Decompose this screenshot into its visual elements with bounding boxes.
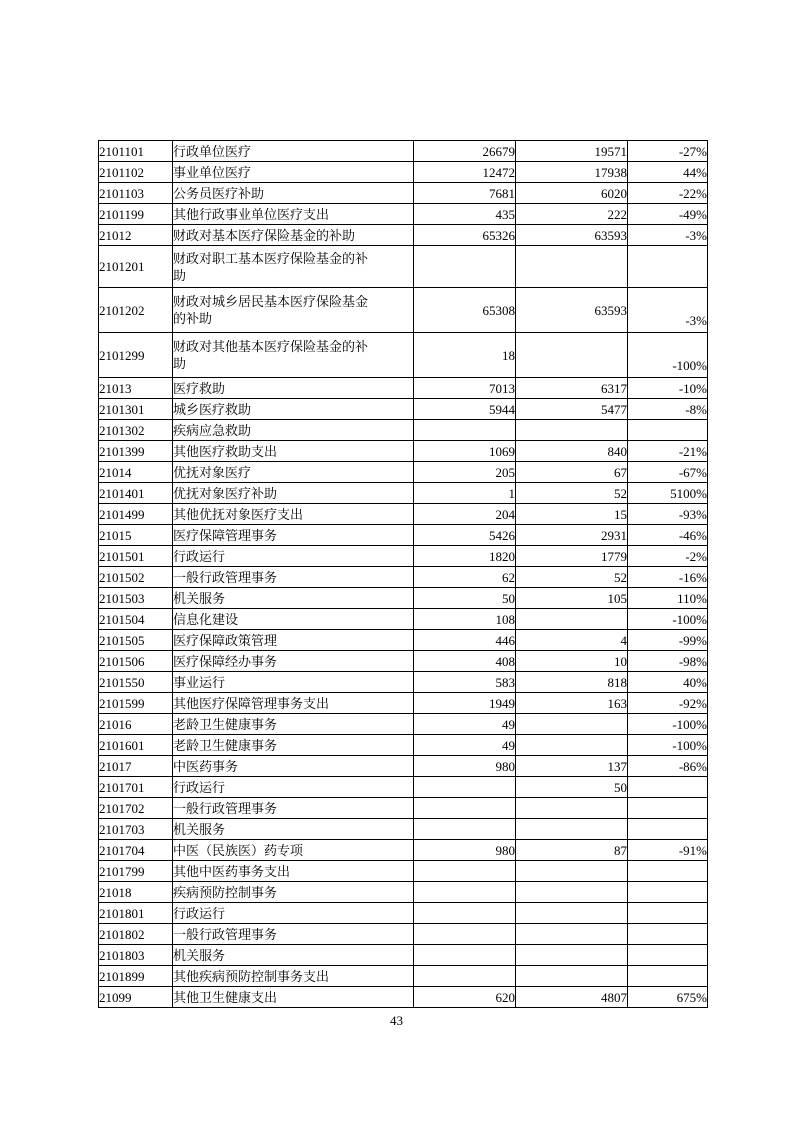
- name-cell: [173, 204, 414, 225]
- value1-cell: 1: [414, 483, 516, 504]
- code-cell: 2101599: [99, 693, 173, 714]
- name-cell: [173, 441, 414, 462]
- name-text: 财政对城乡居民基本医疗保险基金的补助: [173, 294, 369, 326]
- percent-cell: -10%: [628, 378, 708, 399]
- code-cell: 2101201: [99, 246, 173, 288]
- name-cell: [173, 903, 414, 924]
- value1-cell: [414, 819, 516, 840]
- value2-cell: 840: [516, 441, 628, 462]
- code-cell: 2101701: [99, 777, 173, 798]
- name-text: 优抚对象医疗补助: [173, 485, 278, 501]
- table-row: [99, 333, 708, 378]
- value1-cell: 62: [414, 567, 516, 588]
- name-cell: [173, 756, 414, 777]
- table-row: [99, 714, 708, 735]
- value1-cell: 435: [414, 204, 516, 225]
- value1-cell: 50: [414, 588, 516, 609]
- name-cell: [173, 504, 414, 525]
- percent-cell: [628, 882, 708, 903]
- value2-cell: 163: [516, 693, 628, 714]
- name-text: 医疗救助: [173, 380, 226, 396]
- value1-cell: [414, 945, 516, 966]
- percent-cell: -91%: [628, 840, 708, 861]
- value2-cell: [516, 798, 628, 819]
- name-text: 其他行政事业单位医疗支出: [173, 206, 330, 222]
- percent-cell: [628, 903, 708, 924]
- percent-cell: -49%: [628, 204, 708, 225]
- value1-cell: 583: [414, 672, 516, 693]
- name-cell: [173, 630, 414, 651]
- code-cell: 2101505: [99, 630, 173, 651]
- name-text: 行政运行: [173, 548, 226, 564]
- name-text: 行政运行: [173, 905, 226, 921]
- percent-cell: [628, 246, 708, 288]
- value2-cell: [516, 966, 628, 987]
- table-row: [99, 987, 708, 1008]
- percent-cell: -27%: [628, 141, 708, 162]
- name-cell: [173, 588, 414, 609]
- name-text: 财政对基本医疗保险基金的补助: [173, 227, 356, 243]
- table-row: [99, 798, 708, 819]
- table-row: [99, 945, 708, 966]
- value1-cell: 65326: [414, 225, 516, 246]
- value1-cell: 1949: [414, 693, 516, 714]
- code-cell: 2101704: [99, 840, 173, 861]
- table-row: [99, 840, 708, 861]
- name-text: 机关服务: [173, 590, 226, 606]
- table-row: [99, 903, 708, 924]
- code-cell: 2101799: [99, 861, 173, 882]
- value1-cell: [414, 924, 516, 945]
- table-row: [99, 693, 708, 714]
- percent-cell: -93%: [628, 504, 708, 525]
- table-row: [99, 588, 708, 609]
- name-cell: [173, 735, 414, 756]
- name-cell: [173, 546, 414, 567]
- name-text: 医疗保障经办事务: [173, 653, 278, 669]
- value1-cell: [414, 861, 516, 882]
- table-row: [99, 756, 708, 777]
- value2-cell: 105: [516, 588, 628, 609]
- name-text: 医疗保障管理事务: [173, 527, 278, 543]
- name-text: 公务员医疗补助: [173, 185, 265, 201]
- code-cell: 2101199: [99, 204, 173, 225]
- table-row: [99, 399, 708, 420]
- name-cell: [173, 420, 414, 441]
- value2-cell: [516, 882, 628, 903]
- code-cell: 2101703: [99, 819, 173, 840]
- percent-cell: -46%: [628, 525, 708, 546]
- percent-cell: -2%: [628, 546, 708, 567]
- value1-cell: [414, 420, 516, 441]
- percent-cell: 40%: [628, 672, 708, 693]
- table-row: [99, 609, 708, 630]
- percent-cell: [628, 798, 708, 819]
- code-cell: 21018: [99, 882, 173, 903]
- table-row: [99, 819, 708, 840]
- percent-cell: -21%: [628, 441, 708, 462]
- name-cell: [173, 882, 414, 903]
- table-row: [99, 651, 708, 672]
- value2-cell: [516, 819, 628, 840]
- name-text: 疾病应急救助: [173, 422, 252, 438]
- percent-cell: -92%: [628, 693, 708, 714]
- name-cell: [173, 840, 414, 861]
- table-row: [99, 504, 708, 525]
- value1-cell: 5944: [414, 399, 516, 420]
- table-row: [99, 246, 708, 288]
- table-row: [99, 288, 708, 333]
- name-text: 城乡医疗救助: [173, 401, 252, 417]
- value1-cell: 5426: [414, 525, 516, 546]
- name-cell: [173, 945, 414, 966]
- code-cell: 21012: [99, 225, 173, 246]
- code-cell: 2101399: [99, 441, 173, 462]
- name-text: 其他医疗救助支出: [173, 443, 278, 459]
- value1-cell: 49: [414, 735, 516, 756]
- table-row: [99, 567, 708, 588]
- name-cell: [173, 525, 414, 546]
- code-cell: 2101499: [99, 504, 173, 525]
- name-text: 行政单位医疗: [173, 143, 252, 159]
- code-cell: 21016: [99, 714, 173, 735]
- table-row: [99, 525, 708, 546]
- code-cell: 2101550: [99, 672, 173, 693]
- name-text: 疾病预防控制事务: [173, 884, 278, 900]
- value2-cell: 17938: [516, 162, 628, 183]
- value1-cell: 7013: [414, 378, 516, 399]
- value2-cell: 137: [516, 756, 628, 777]
- code-cell: 2101801: [99, 903, 173, 924]
- percent-cell: [628, 945, 708, 966]
- code-cell: 21099: [99, 987, 173, 1008]
- percent-cell: -16%: [628, 567, 708, 588]
- name-text: 一般行政管理事务: [173, 926, 278, 942]
- code-cell: 21017: [99, 756, 173, 777]
- table-row: [99, 672, 708, 693]
- name-text: 机关服务: [173, 821, 226, 837]
- percent-cell: -100%: [628, 735, 708, 756]
- value2-cell: [516, 609, 628, 630]
- value2-cell: 4: [516, 630, 628, 651]
- name-text: 事业运行: [173, 674, 226, 690]
- table-row: [99, 924, 708, 945]
- code-cell: 2101803: [99, 945, 173, 966]
- value1-cell: [414, 882, 516, 903]
- table-row: [99, 204, 708, 225]
- value2-cell: 6020: [516, 183, 628, 204]
- value2-cell: [516, 735, 628, 756]
- name-cell: [173, 225, 414, 246]
- name-text: 其他卫生健康支出: [173, 989, 278, 1005]
- table-row: [99, 483, 708, 504]
- value2-cell: [516, 945, 628, 966]
- percent-cell: -98%: [628, 651, 708, 672]
- name-text: 机关服务: [173, 947, 226, 963]
- table-body: [99, 141, 708, 1008]
- value1-cell: 620: [414, 987, 516, 1008]
- name-text: 财政对其他基本医疗保险基金的补助: [173, 339, 369, 371]
- name-text: 优抚对象医疗: [173, 464, 252, 480]
- percent-cell: 675%: [628, 987, 708, 1008]
- value2-cell: 15: [516, 504, 628, 525]
- value2-cell: [516, 924, 628, 945]
- table-row: [99, 882, 708, 903]
- percent-cell: -67%: [628, 462, 708, 483]
- name-cell: [173, 777, 414, 798]
- percent-cell: -3%: [628, 225, 708, 246]
- value1-cell: 980: [414, 840, 516, 861]
- code-cell: 2101103: [99, 183, 173, 204]
- code-cell: 2101503: [99, 588, 173, 609]
- name-cell: [173, 672, 414, 693]
- name-cell: [173, 924, 414, 945]
- value2-cell: 87: [516, 840, 628, 861]
- name-text: 财政对职工基本医疗保险基金的补助: [173, 250, 369, 283]
- value2-cell: 50: [516, 777, 628, 798]
- table-row: [99, 546, 708, 567]
- name-cell: [173, 861, 414, 882]
- value2-cell: 818: [516, 672, 628, 693]
- value1-cell: 7681: [414, 183, 516, 204]
- name-cell: [173, 987, 414, 1008]
- code-cell: 2101299: [99, 333, 173, 378]
- table-row: [99, 777, 708, 798]
- table-row: [99, 630, 708, 651]
- percent-cell: -100%: [628, 609, 708, 630]
- name-cell: [173, 162, 414, 183]
- name-text: 老龄卫生健康事务: [173, 737, 278, 753]
- percent-cell: -86%: [628, 756, 708, 777]
- value1-cell: [414, 903, 516, 924]
- value1-cell: 1820: [414, 546, 516, 567]
- table-row: [99, 141, 708, 162]
- name-text: 中医（民族医）药专项: [173, 842, 304, 858]
- value2-cell: [516, 246, 628, 288]
- table-row: [99, 462, 708, 483]
- value2-cell: 67: [516, 462, 628, 483]
- table-row: [99, 441, 708, 462]
- value2-cell: 63593: [516, 225, 628, 246]
- value2-cell: 63593: [516, 288, 628, 333]
- value2-cell: 2931: [516, 525, 628, 546]
- percent-cell: [628, 924, 708, 945]
- name-text: 其他疾病预防控制事务支出: [173, 968, 330, 984]
- name-cell: [173, 333, 414, 378]
- name-text: 医疗保障政策管理: [173, 632, 278, 648]
- percent-cell: -22%: [628, 183, 708, 204]
- name-text: 事业单位医疗: [173, 164, 252, 180]
- value1-cell: [414, 966, 516, 987]
- percent-cell: -8%: [628, 399, 708, 420]
- value2-cell: 5477: [516, 399, 628, 420]
- name-cell: [173, 399, 414, 420]
- value2-cell: 4807: [516, 987, 628, 1008]
- value2-cell: [516, 714, 628, 735]
- value1-cell: 26679: [414, 141, 516, 162]
- value1-cell: 205: [414, 462, 516, 483]
- value2-cell: 52: [516, 483, 628, 504]
- name-cell: [173, 183, 414, 204]
- value2-cell: 6317: [516, 378, 628, 399]
- value1-cell: 980: [414, 756, 516, 777]
- value2-cell: 19571: [516, 141, 628, 162]
- percent-cell: -100%: [628, 333, 708, 378]
- code-cell: 21013: [99, 378, 173, 399]
- table-row: [99, 420, 708, 441]
- name-cell: [173, 609, 414, 630]
- table-row: [99, 225, 708, 246]
- code-cell: 2101504: [99, 609, 173, 630]
- value1-cell: 204: [414, 504, 516, 525]
- name-cell: [173, 651, 414, 672]
- code-cell: 21014: [99, 462, 173, 483]
- name-cell: [173, 567, 414, 588]
- value1-cell: 446: [414, 630, 516, 651]
- table-row: [99, 162, 708, 183]
- value2-cell: [516, 903, 628, 924]
- code-cell: 2101501: [99, 546, 173, 567]
- percent-cell: [628, 420, 708, 441]
- name-text: 中医药事务: [173, 758, 239, 774]
- code-cell: 2101506: [99, 651, 173, 672]
- code-cell: 2101401: [99, 483, 173, 504]
- name-cell: [173, 288, 414, 333]
- percent-cell: 5100%: [628, 483, 708, 504]
- name-cell: [173, 966, 414, 987]
- name-text: 其他中医药事务支出: [173, 863, 291, 879]
- percent-cell: -3%: [628, 288, 708, 333]
- percent-cell: [628, 777, 708, 798]
- name-text: 其他优抚对象医疗支出: [173, 506, 304, 522]
- code-cell: 21015: [99, 525, 173, 546]
- value1-cell: 49: [414, 714, 516, 735]
- value1-cell: [414, 246, 516, 288]
- value1-cell: 108: [414, 609, 516, 630]
- name-cell: [173, 798, 414, 819]
- name-text: 信息化建设: [173, 611, 239, 627]
- value2-cell: [516, 333, 628, 378]
- name-text: 一般行政管理事务: [173, 800, 278, 816]
- code-cell: 2101202: [99, 288, 173, 333]
- table-row: [99, 735, 708, 756]
- code-cell: 2101302: [99, 420, 173, 441]
- table-row: [99, 183, 708, 204]
- name-cell: [173, 378, 414, 399]
- code-cell: 2101102: [99, 162, 173, 183]
- value1-cell: 408: [414, 651, 516, 672]
- percent-cell: [628, 966, 708, 987]
- page-number: 43: [390, 1013, 403, 1028]
- name-cell: [173, 141, 414, 162]
- code-cell: 2101502: [99, 567, 173, 588]
- percent-cell: -99%: [628, 630, 708, 651]
- code-cell: 2101601: [99, 735, 173, 756]
- value1-cell: [414, 777, 516, 798]
- name-text: 其他医疗保障管理事务支出: [173, 695, 330, 711]
- name-text: 一般行政管理事务: [173, 569, 278, 585]
- name-cell: [173, 462, 414, 483]
- code-cell: 2101301: [99, 399, 173, 420]
- value1-cell: [414, 798, 516, 819]
- value2-cell: 52: [516, 567, 628, 588]
- value1-cell: 65308: [414, 288, 516, 333]
- value2-cell: [516, 420, 628, 441]
- budget-table: [98, 140, 708, 1008]
- code-cell: 2101802: [99, 924, 173, 945]
- value2-cell: 10: [516, 651, 628, 672]
- percent-cell: 44%: [628, 162, 708, 183]
- value1-cell: 1069: [414, 441, 516, 462]
- code-cell: 2101101: [99, 141, 173, 162]
- percent-cell: [628, 861, 708, 882]
- percent-cell: [628, 819, 708, 840]
- name-cell: [173, 693, 414, 714]
- value1-cell: 18: [414, 333, 516, 378]
- code-cell: 2101899: [99, 966, 173, 987]
- value2-cell: [516, 861, 628, 882]
- value2-cell: 222: [516, 204, 628, 225]
- name-text: 老龄卫生健康事务: [173, 716, 278, 732]
- name-cell: [173, 483, 414, 504]
- name-cell: [173, 819, 414, 840]
- name-text: 行政运行: [173, 779, 226, 795]
- table-row: [99, 378, 708, 399]
- name-cell: [173, 246, 414, 288]
- name-cell: [173, 714, 414, 735]
- value2-cell: 1779: [516, 546, 628, 567]
- value1-cell: 12472: [414, 162, 516, 183]
- percent-cell: -100%: [628, 714, 708, 735]
- table-row: [99, 966, 708, 987]
- table-row: [99, 861, 708, 882]
- percent-cell: 110%: [628, 588, 708, 609]
- code-cell: 2101702: [99, 798, 173, 819]
